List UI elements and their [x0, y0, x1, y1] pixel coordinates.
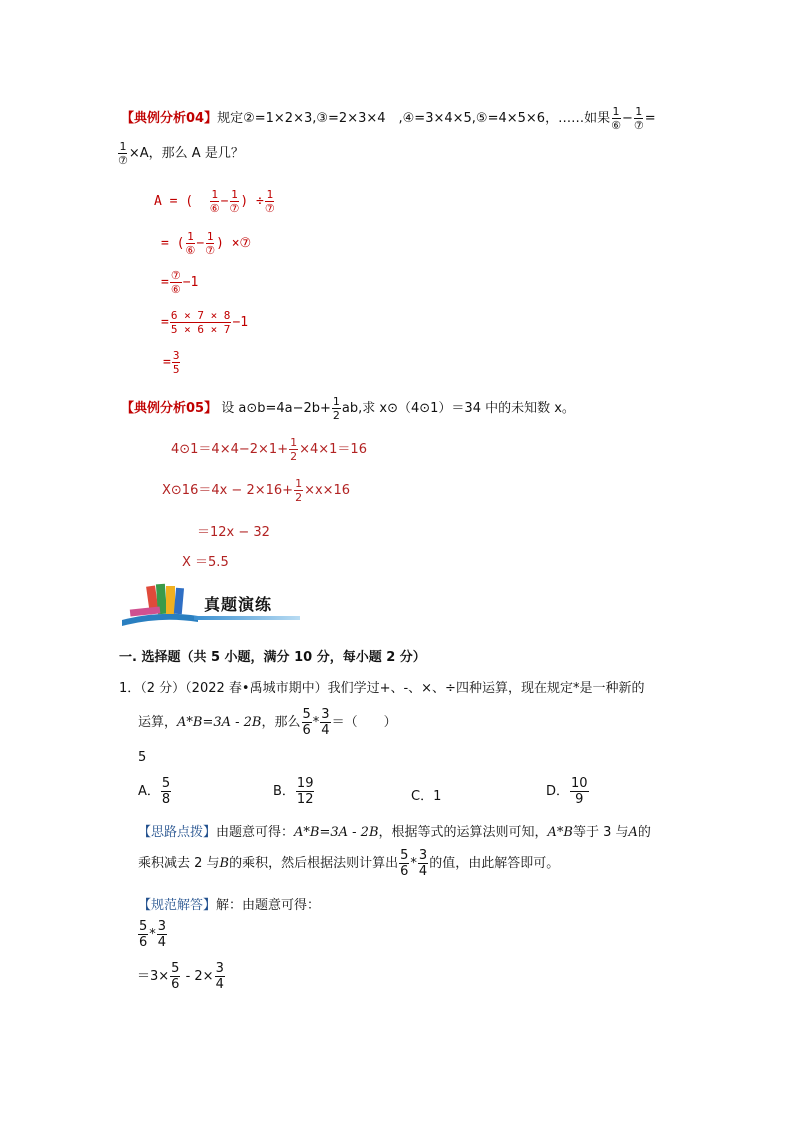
example-05-line: 【典例分析05】 设 a⊙b=4a−2b+ $\frac{1}{2}$ ab,求 x⊙（4⊙1）＝34 中的未知数 x。: [121, 395, 575, 422]
example-04-line1: [121, 106, 656, 131]
equals-sign: =: [644, 111, 656, 126]
question-number: 1．: [119, 681, 141, 696]
example-04-tag: 【典例分析04】: [121, 111, 218, 126]
example-04-question: ×A，那么 A 是几？: [128, 146, 244, 161]
fraction: $\frac{1}{2}$: [290, 436, 298, 463]
fraction: $\frac{3}{4}$: [157, 919, 167, 950]
stray-text: 5: [138, 750, 147, 765]
fraction: $\frac{5}{6}$: [400, 848, 409, 879]
banner-title: 真题演练: [204, 595, 273, 614]
fraction: $\frac{5}{6}$: [171, 961, 180, 992]
fraction: $\frac{1}{\text{⑦}}$: [633, 105, 644, 132]
fraction: $\frac{\text{⑦}}{\text{⑥}}$: [170, 269, 181, 296]
question-1-line1: 1．（2 分）（2022 春•禹城市期中）我们学过+、-、×、÷四种运算，现在规定*是一种新的: [119, 681, 645, 696]
answer-line3: ＝3× $\frac{5}{6}$ - 2× $\frac{3}{4}$: [137, 961, 224, 992]
fraction: $\frac{1}{2}$: [295, 477, 303, 504]
fraction: $\frac{19}{12}$: [296, 776, 314, 807]
example-04-step4: = $\frac{6 \times 7 \times 8}{5 \times 6 \times 7}$ −1: [161, 309, 249, 336]
option-c[interactable]: C．1: [411, 789, 442, 804]
example-04-step2: = ( $\frac{1}{\text{⑥}}$ − $\frac{1}{\text{⑦}}$ ) ×⑦: [161, 230, 252, 257]
example-05-step2: X⊙16＝4x − 2×16+ $\frac{1}{2}$ ×x×16: [162, 477, 351, 504]
fraction: $\frac{1}{\text{⑥}}$: [209, 188, 220, 215]
example-04-step5: = $\frac{3}{5}$: [163, 349, 180, 376]
minus-sign: −: [621, 111, 633, 126]
fraction: $\frac{5}{6}$: [302, 707, 311, 738]
example-05-step3: ＝12x − 32: [197, 525, 270, 540]
example-05-step1: 4⊙1＝4×4−2×1+ $\frac{1}{2}$ ×4×1＝16: [171, 436, 367, 463]
fraction: $\frac{1}{\text{⑦}}$: [205, 230, 216, 257]
example-05-step4: X ＝5.5: [182, 555, 229, 570]
hint-line2: 乘积减去 2 与B的乘积，然后根据法则计算出 $\frac{5}{6}$ * $\frac{3}{4}$ 的值，由此解答即可。: [138, 848, 560, 879]
fraction: $\frac{3}{4}$: [418, 848, 428, 879]
fraction: $\frac{3}{4}$: [321, 707, 330, 738]
example-04-step3: = $\frac{\text{⑦}}{\text{⑥}}$ −1: [161, 269, 199, 296]
fraction: $\frac{5}{8}$: [161, 776, 171, 807]
fraction: $\frac{1}{2}$: [332, 395, 340, 422]
fraction: $\frac{1}{\text{⑦}}$: [264, 188, 275, 215]
fraction: $\frac{3}{5}$: [172, 349, 180, 376]
fraction: $\frac{6 \times 7 \times 8}{5 \times 6 \times 7}$: [170, 309, 231, 336]
hint-tag: 【思路点拨】: [138, 825, 217, 840]
fraction: $\frac{1}{\text{⑥}}$: [611, 105, 621, 132]
option-d[interactable]: D． $\frac{10}{9}$: [546, 776, 588, 807]
option-b[interactable]: B． $\frac{19}{12}$: [273, 776, 314, 807]
answer-line1: 【规范解答】解：由题意可得：: [138, 898, 321, 913]
answer-line2: $\frac{5}{6}$ * $\frac{3}{4}$: [139, 919, 167, 950]
example-04-line2: [117, 141, 244, 166]
example-05-tag: 【典例分析05】: [121, 401, 218, 416]
section-heading: 一. 选择题（共 5 小题，满分 10 分，每小题 2 分）: [119, 650, 426, 665]
example-04-rule: 规定②=1×2×3,③=2×3×4 ,④=3×4×5,⑤=4×5×6，……如果: [217, 111, 611, 126]
section-banner: [120, 580, 300, 628]
banner-underline: [194, 616, 300, 620]
fraction: $\frac{3}{4}$: [215, 961, 224, 992]
option-a[interactable]: A． $\frac{5}{8}$: [138, 776, 171, 807]
fraction: $\frac{1}{\text{⑦}}$: [118, 140, 128, 167]
fraction: $\frac{1}{\text{⑥}}$: [185, 230, 196, 257]
books-icon: [120, 580, 200, 628]
fraction: $\frac{10}{9}$: [571, 776, 588, 807]
answer-tag: 【规范解答】: [138, 898, 217, 913]
example-04-step1: A = ( $\frac{1}{\text{⑥}}$ − $\frac{1}{\text{⑦}}$ ) ÷ $\frac{1}{\text{⑦}}$: [154, 188, 275, 215]
question-1-line2: 运算，A*B=3A - 2B，那么 $\frac{5}{6}$ * $\frac{3}{4}$ ＝（ ）: [138, 707, 397, 738]
hint-line1: 【思路点拨】由题意可得：A*B=3A - 2B，根据等式的运算法则可知，A*B等于 3 与A的: [138, 825, 651, 840]
fraction: $\frac{5}{6}$: [139, 919, 148, 950]
fraction: $\frac{1}{\text{⑦}}$: [229, 188, 240, 215]
